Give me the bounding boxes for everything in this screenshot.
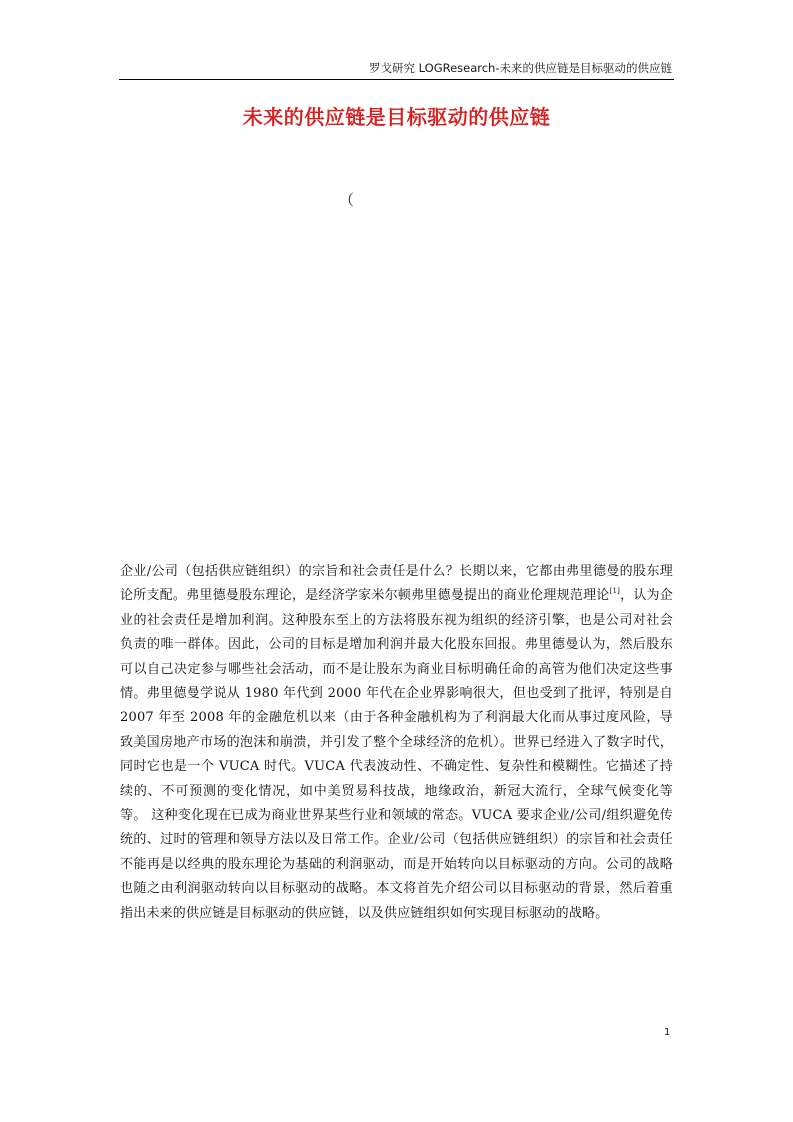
stray-parenthesis: （ (339, 191, 355, 209)
running-header: 罗戈研究 LOGResearch-未来的供应链是目标驱动的供应链 (368, 61, 672, 75)
paragraph-text-part-2: ，认为企业的社会责任是增加利润。这种股东至上的方法将股东视为组织的经济引擎，也是公司对社会负责的唯一群体。因此，公司的目标是增加利润并最大化股东回报。弗里德曼认为，然后股东可以自己决定参与哪些社会活动，而不是让股东为商业目标明确任命的高管为他们决定这些事情。弗里德曼学说从 1980 年代到 2000 年代在企业界影响很大，但也受到了批评，特别是自 2007 年至 2008 年的金融危机以来（由于各种金融机构为了利润最大化而从事过度风险，导致美国房地产市场的泡沫和崩溃，并引发了整个全球经济的危机）。世界已经进入了数字时代，同时它也是一个 VUCA 时代。VUCA 代表波动性、不确定性、复杂性和模糊性。它描述了持续的、不可预测的变化情况，如中美贸易科技战，地缘政治，新冠大流行，全球气候变化等等。 这种变化现在已成为商业世界某些行业和领域的常态。VUCA 要求企业/公司/组织避免传统的、过时的管理和领导方法以及日常工作。企业/公司（包括供应链组织）的宗旨和社会责任不能再是以经典的股东理论为基础的利润驱动，而是开始转向以目标驱动的方向。公司的战略也随之由利润驱动转向以目标驱动的战略。本文将首先介绍公司以目标驱动的背景，然后着重指出未来的供应链是目标驱动的供应链，以及供应链组织如何实现目标驱动的战略。 (120, 588, 673, 921)
paragraph-text-part-1: 企业/公司（包括供应链组织）的宗旨和社会责任是什么？长期以来，它都由弗里德曼的股东理论所支配。弗里德曼股东理论，是经济学家米尔顿弗里德曼提出的商业伦理规范理论 (120, 564, 673, 604)
document-title: 未来的供应链是目标驱动的供应链 (242, 105, 551, 129)
body-paragraph (120, 560, 673, 926)
header-divider (119, 79, 674, 80)
page-number: 1 (664, 1027, 671, 1038)
citation-marker[interactable]: [1] (609, 587, 621, 596)
